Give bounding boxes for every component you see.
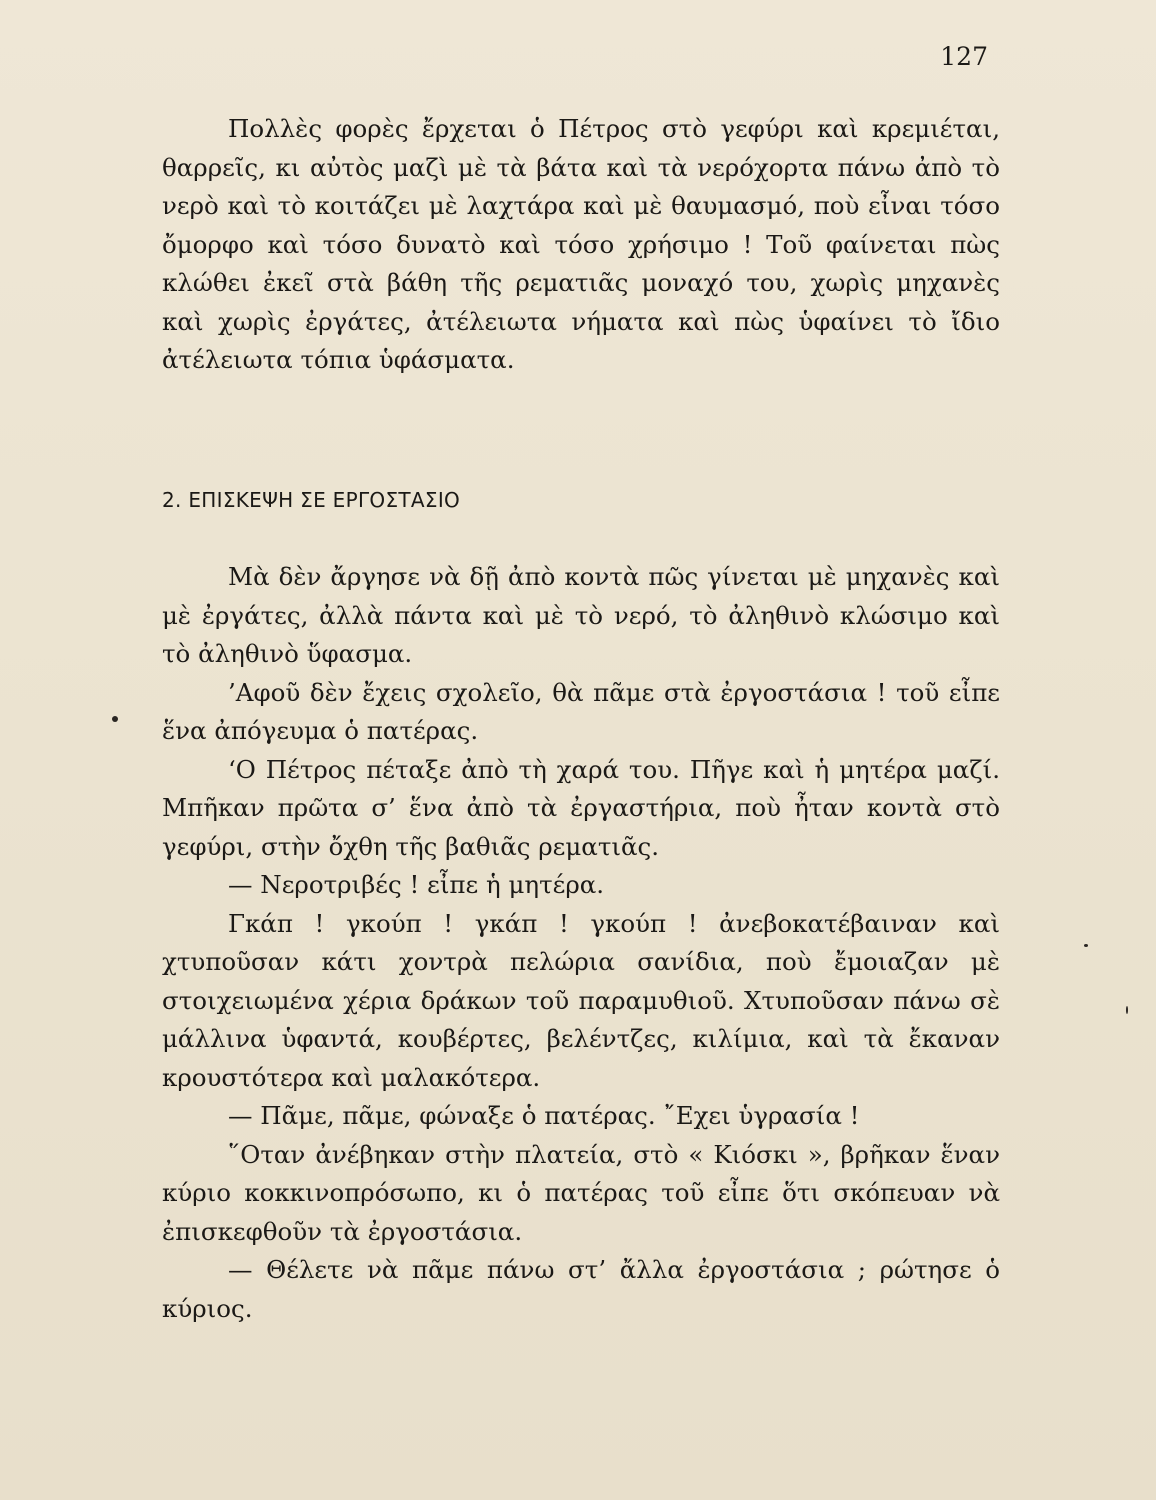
dialog-line: — Πᾶμε, πᾶμε, φώναξε ὁ πατέρας. ῎Εχει ὑγρασία ! [228, 1101, 860, 1130]
dialog-line: — Θέλετε νὰ πᾶμε πάνω στ’ ἄλλα ἐργοστάσια ; ρώτησε ὁ κύριος. [162, 1255, 1000, 1323]
paragraph: Πολλὲς φορὲς ἔρχεται ὁ Πέτρος στὸ γεφύρι καὶ κρεμιέται, θαρρεῖς, κι αὐτὸς μαζὶ μὲ τὰ βάτα καὶ τὰ νερόχορτα πάνω ἀπὸ τὸ νερὸ καὶ τὸ κοιτάζει μὲ λαχτάρα καὶ μὲ θαυμασμό, ποὺ εἶναι τόσο ὄμορφο καὶ τόσο δυνατὸ καὶ τόσο χρήσιμο ! Τοῦ φαίνεται πὼς κλώθει ἐκεῖ στὰ βάθη τῆς ρεματιᾶς μοναχό του, χωρὶς μηχανὲς καὶ χωρὶς ἐργάτες, ἀτέλειωτα νήματα καὶ πὼς ὑφαίνει τὸ ἴδιο ἀτέλειωτα τόπια ὑφάσματα. [162, 114, 1000, 374]
ink-speck [1084, 944, 1088, 947]
paragraph: ῞Οταν ἀνέβηκαν στὴν πλατεία, στὸ « Κιόσκι », βρῆκαν ἕναν κύριο κοκκινοπρόσωπο, κι ὁ πατέρας τοῦ εἶπε ὅτι σκόπευαν νὰ ἐπισκεφθοῦν τὰ ἐργοστάσια. [162, 1139, 1000, 1246]
paragraph: Μὰ δὲν ἄργησε νὰ δῇ ἀπὸ κοντὰ πῶς γίνεται μὲ μηχανὲς καὶ μὲ ἐργάτες, ἀλλὰ πάντα καὶ μὲ τὸ νερό, τὸ ἀληθινὸ κλώσιμο καὶ τὸ ἀληθινὸ ὕφασμα. [162, 562, 1000, 668]
dialog-line: — Νεροτριβές ! εἶπε ἡ μητέρα. [228, 870, 605, 899]
paragraph: Γκάπ ! γκούπ ! γκάπ ! γκούπ ! ἀνεβοκατέβαιναν καὶ χτυποῦσαν κάτι χοντρὰ πελώρια σανίδια, ποὺ ἔμοιαζαν μὲ στοιχειωμένα χέρια δράκων τοῦ παραμυθιοῦ. Χτυποῦσαν πάνω σὲ μάλλινα ὑφαντά, κουβέρτες, βελέντζες, κιλίμια, καὶ τὰ ἔκαναν κρουστότερα καὶ μαλακότερα. [162, 908, 1000, 1092]
page-number: 127 [940, 42, 988, 71]
ink-speck [1126, 1006, 1128, 1014]
section-body [162, 558, 1000, 1328]
opening-paragraph-block [162, 110, 1000, 380]
paragraph: ’Αφοῦ δὲν ἔχεις σχολεῖο, θὰ πᾶμε στὰ ἐργοστάσια ! τοῦ εἶπε ἕνα ἀπόγευμα ὁ πατέρας. [162, 677, 1000, 745]
paragraph: ‘Ο Πέτρος πέταξε ἀπὸ τὴ χαρά του. Πῆγε καὶ ἡ μητέρα μαζί. Μπῆκαν πρῶτα σ’ ἕνα ἀπὸ τὰ ἐργαστήρια, ποὺ ἦταν κοντὰ στὸ γεφύρι, στὴν ὄχθη τῆς βαθιᾶς ρεματιᾶς. [162, 754, 1000, 861]
ink-speck [112, 716, 118, 722]
section-heading: 2. ΕΠΙΣΚΕΨΗ ΣΕ ΕΡΓΟΣΤΑΣΙΟ [162, 488, 461, 512]
